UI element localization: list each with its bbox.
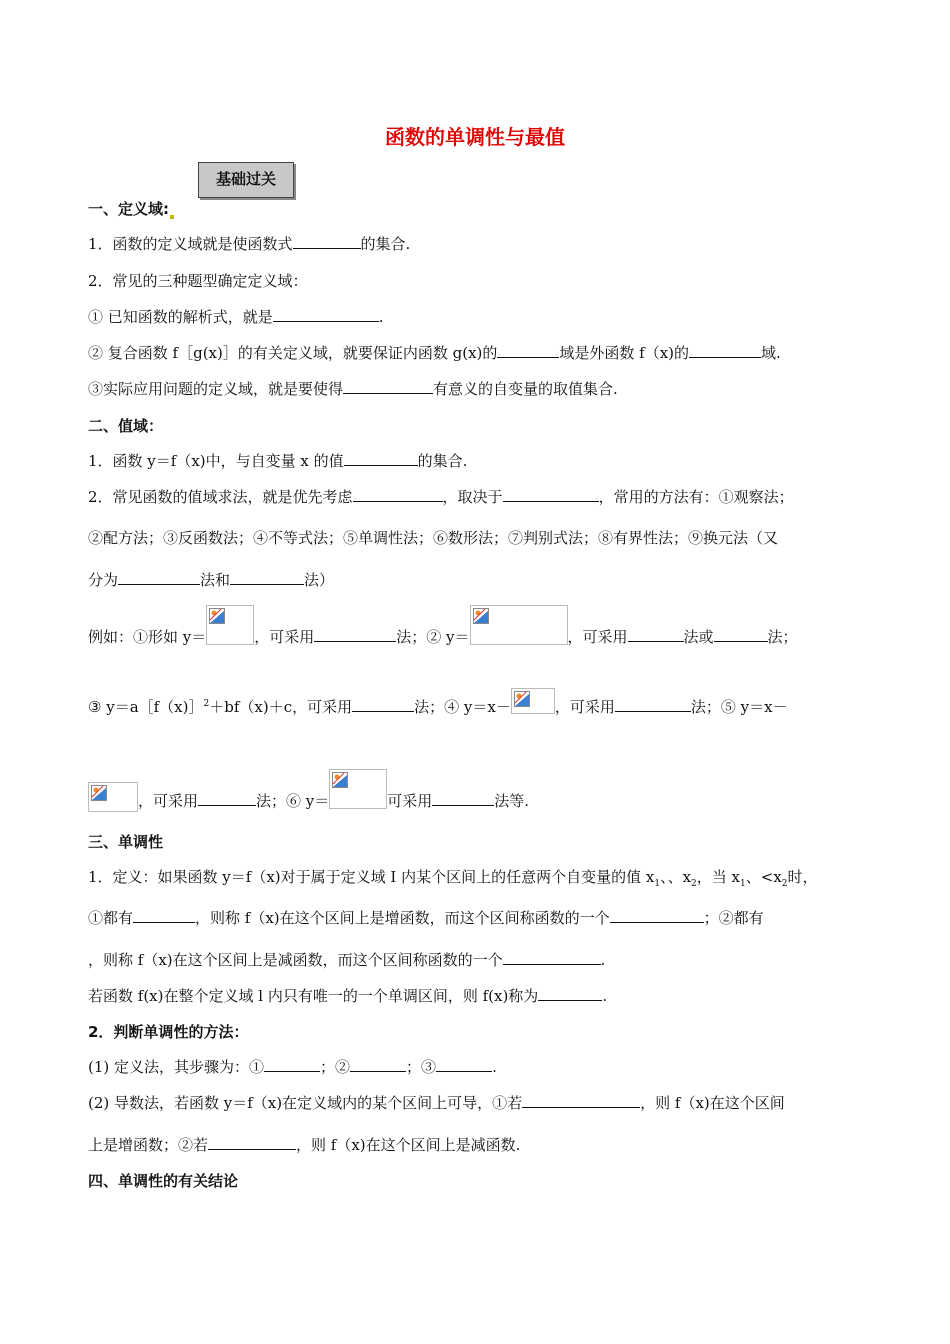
text: 1．函数 y＝f（x)中，与自变量 x 的值 [88,452,344,470]
text: 、、x [660,868,692,886]
blank [314,627,396,642]
text: . [602,987,608,1005]
text: ，则称 f（x)在这个区间上是增函数，而这个区间称函数的一个 [195,909,610,927]
formula-image [206,605,254,645]
blank [628,627,684,642]
blank [230,570,304,585]
blank [503,950,601,965]
range-line-1 [88,451,467,471]
exponent: 2 [203,699,210,709]
broken-image-icon [473,608,489,624]
text: 法或 [683,628,714,646]
text: ，则称 f（x)在这个区间上是减函数，而这个区间称函数的一个 [88,951,503,969]
page-title: 函数的单调性与最值 [385,125,565,149]
formula-image [329,769,387,809]
range-line-4 [88,570,334,590]
text: 1．函数的定义域就是使函数式 [88,235,293,253]
anchor-marker-icon [170,215,174,219]
text: 的集合. [360,235,411,253]
text: 法；⑤ y＝x－ [690,698,788,716]
broken-image-icon [91,785,107,801]
text: ，可采用 [567,628,628,646]
blank [350,1057,406,1072]
example-line-3 [88,791,529,812]
text: ，取决于 [442,488,503,506]
domain-line-5 [88,379,618,399]
text: . [492,1058,497,1076]
subscript: 2 [781,879,788,889]
blank [273,307,379,322]
heading-text: 一、定义域 [88,200,164,218]
mono-line-2 [88,908,764,928]
text: 上是增函数；②若 [88,1136,209,1154]
heading-conclusions: 四、单调性的有关结论 [88,1172,239,1190]
text: 域. [761,344,781,362]
text: 的集合. [417,452,468,470]
heading-domain [88,199,174,219]
blank [133,908,195,923]
broken-image-icon [332,772,348,788]
section-badge: 基础过关 [198,162,294,198]
blank [610,908,704,923]
text: ，当 x [696,868,741,886]
blank [503,487,599,502]
text: ；③ [406,1058,437,1076]
heading-methods: 2．判断单调性的方法： [88,1023,249,1041]
text: ，可采用 [254,628,315,646]
example-line-2 [88,694,788,717]
domain-line-1 [88,234,410,254]
blank [352,697,414,712]
example-line-1 [88,627,798,647]
text: 若函数 f(x)在整个定义域 l 内只有唯一的一个单调区间，则 f(x)称为 [88,987,539,1005]
text: ③实际应用问题的定义域，就是要使得 [88,380,344,398]
text: 、<x [745,868,782,886]
subscript: 2 [691,879,697,889]
heading-range: 二、值域： [88,417,164,435]
blank [293,234,361,249]
formula-image [470,605,568,645]
heading-colon: : [163,200,170,218]
blank [118,570,200,585]
text: ，常用的方法有：①观察法； [598,488,794,506]
text: ＋bf（x)＋c，可采用 [209,698,353,716]
text: ① 已知函数的解析式，就是 [88,308,273,326]
text: ② 复合函数 f［g(x)］的有关定义域，就要保证内函数 g(x)的 [88,344,498,362]
blank [615,697,691,712]
text: 法；⑥ y＝ [256,792,330,810]
domain-line-3 [88,307,384,327]
text: 法） [304,571,335,589]
text: 法等. [494,792,530,810]
text: (2) 导数法，若函数 y＝f（x)在定义域内的某个区间上可导，①若 [88,1094,523,1112]
blank [714,627,768,642]
mono-line-7 [88,1135,520,1155]
text: 分为 [88,571,119,589]
text: ，可采用 [554,698,615,716]
text: 时， [787,868,818,886]
text: ，则 f（x)在这个区间上是减函数. [296,1136,521,1154]
formula-image [511,688,555,714]
text: 法和 [200,571,231,589]
text: ，可采用 [138,792,199,810]
range-line-2 [88,487,794,507]
text: 法； [767,628,798,646]
mono-line-1 [88,867,818,894]
blank [497,343,559,358]
text: 域是外函数 f（x)的 [559,344,690,362]
text: ；② [320,1058,351,1076]
text: 例如：①形如 y＝ [88,628,207,646]
text: ，则 f（x)在这个区间 [640,1094,785,1112]
text: 法；② y＝ [396,628,470,646]
subscript: 1 [654,879,661,889]
mono-line-4 [88,986,607,1006]
mono-line-3 [88,950,605,970]
blank [208,1135,296,1150]
subscript: 1 [740,879,746,889]
broken-image-icon [514,691,530,707]
mono-line-6 [88,1093,785,1113]
text: 可采用 [387,792,433,810]
text: ①都有 [88,909,134,927]
blank [522,1093,640,1108]
blank [538,986,602,1001]
blank [198,791,256,806]
text: 法；④ y＝x－ [414,698,511,716]
text: 有意义的自变量的取值集合. [433,380,618,398]
domain-line-4 [88,343,781,363]
mono-line-5 [88,1057,497,1077]
heading-monotonicity: 三、单调性 [88,833,164,851]
text: ③ y＝a［f（x)］ [88,698,204,716]
domain-line-2: 2．常见的三种题型确定定义域： [88,272,308,290]
blank [689,343,761,358]
blank [353,487,443,502]
blank [436,1057,492,1072]
text: (1) 定义法，其步骤为：① [88,1058,265,1076]
text: 2．常见函数的值域求法，就是优先考虑 [88,488,353,506]
range-line-3: ②配方法；③反函数法；④不等式法；⑤单调性法；⑥数形法；⑦判别式法；⑧有界性法；⑨换元法（又 [88,529,779,547]
text: 1．定义：如果函数 y＝f（x)对于属于定义域 I 内某个区间上的任意两个自变量的值 x [88,868,655,886]
blank [344,451,418,466]
blank [264,1057,320,1072]
formula-image [88,782,138,812]
text: . [600,951,606,969]
broken-image-icon [209,608,225,624]
blank [343,379,433,394]
text: . [378,308,384,326]
blank [432,791,494,806]
text: ；②都有 [703,909,764,927]
